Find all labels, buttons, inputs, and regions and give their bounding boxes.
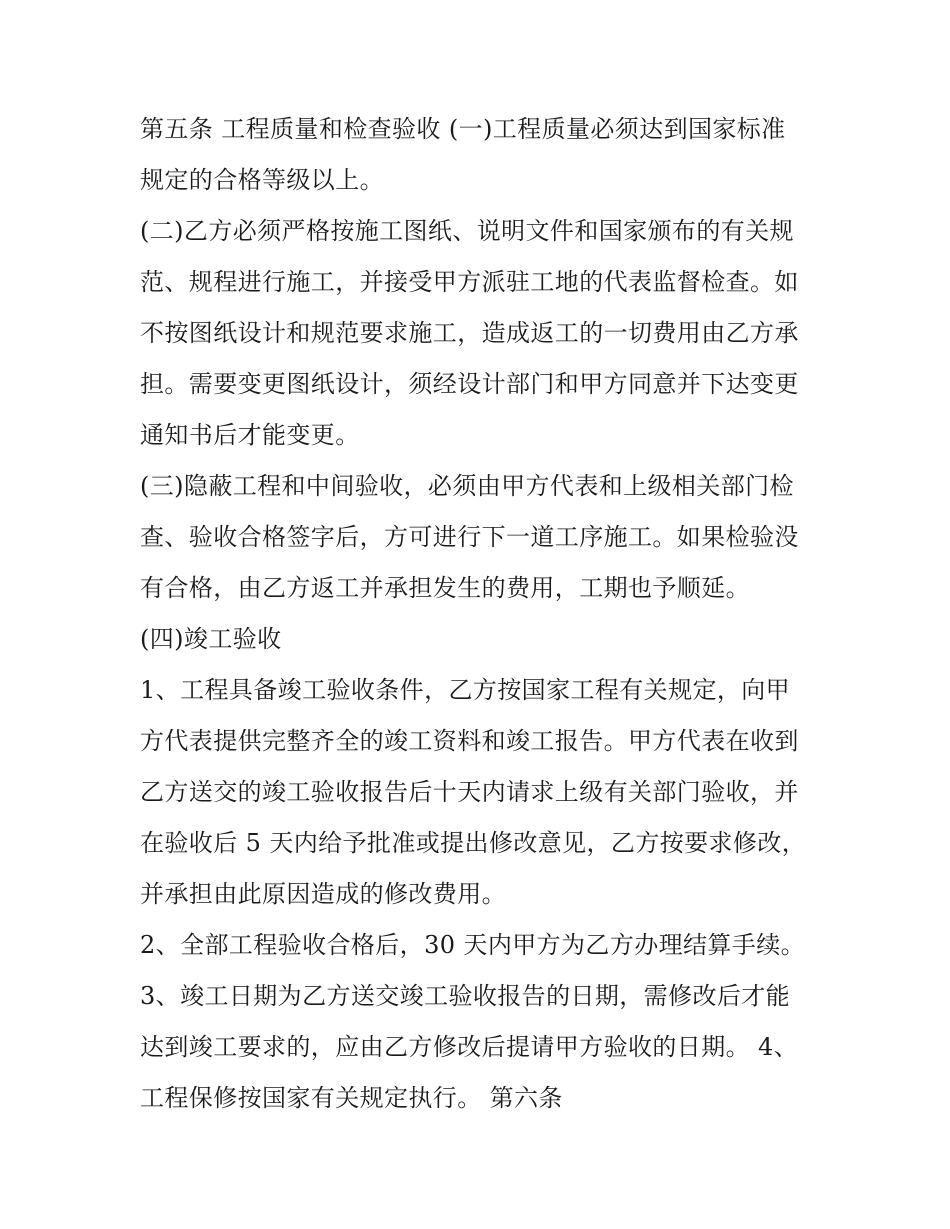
- text-line: (三)隐蔽工程和中间验收，必须由甲方代表和上级相关部门检: [140, 472, 794, 500]
- text-line: (四)竣工验收: [140, 625, 282, 653]
- text-line: 有合格，由乙方返工并承担发生的费用，工期也予顺延。: [140, 574, 750, 602]
- text-line: 乙方送交的竣工验收报告后十天内请求上级有关部门验收，并: [140, 778, 799, 806]
- text-line: 在验收后 5 天内给予批准或提出修改意见，乙方按要求修改，: [140, 829, 807, 857]
- text-line: 通知书后才能变更。: [140, 421, 360, 449]
- text-line: 担。需要变更图纸设计，须经设计部门和甲方同意并下达变更: [140, 370, 799, 398]
- text-line: 2、全部工程验收合格后，30 天内甲方为乙方办理结算手续。: [140, 931, 806, 959]
- text-line: 1、工程具备竣工验收条件，乙方按国家工程有关规定，向甲: [140, 676, 791, 704]
- document-body: [140, 104, 820, 1124]
- text-line: 第五条 工程质量和检查验收 (一)工程质量必须达到国家标准: [140, 115, 786, 143]
- text-line: 工程保修按国家有关规定执行。 第六条: [140, 1084, 563, 1112]
- text-line: 规定的合格等级以上。: [140, 166, 384, 194]
- text-line: 方代表提供完整齐全的竣工资料和竣工报告。甲方代表在收到: [140, 727, 799, 755]
- text-line: 达到竣工要求的，应由乙方修改后提请甲方验收的日期。 4、: [140, 1033, 799, 1061]
- text-line: (二)乙方必须严格按施工图纸、说明文件和国家颁布的有关规: [140, 217, 794, 245]
- text-line: 并承担由此原因造成的修改费用。: [140, 880, 506, 908]
- text-line: 查、验收合格签字后，方可进行下一道工序施工。如果检验没: [140, 523, 799, 551]
- text-line: 3、竣工日期为乙方送交竣工验收报告的日期，需修改后才能: [140, 982, 791, 1010]
- text-line: 范、规程进行施工，并接受甲方派驻工地的代表监督检查。如: [140, 268, 799, 296]
- text-line: 不按图纸设计和规范要求施工，造成返工的一切费用由乙方承: [140, 319, 799, 347]
